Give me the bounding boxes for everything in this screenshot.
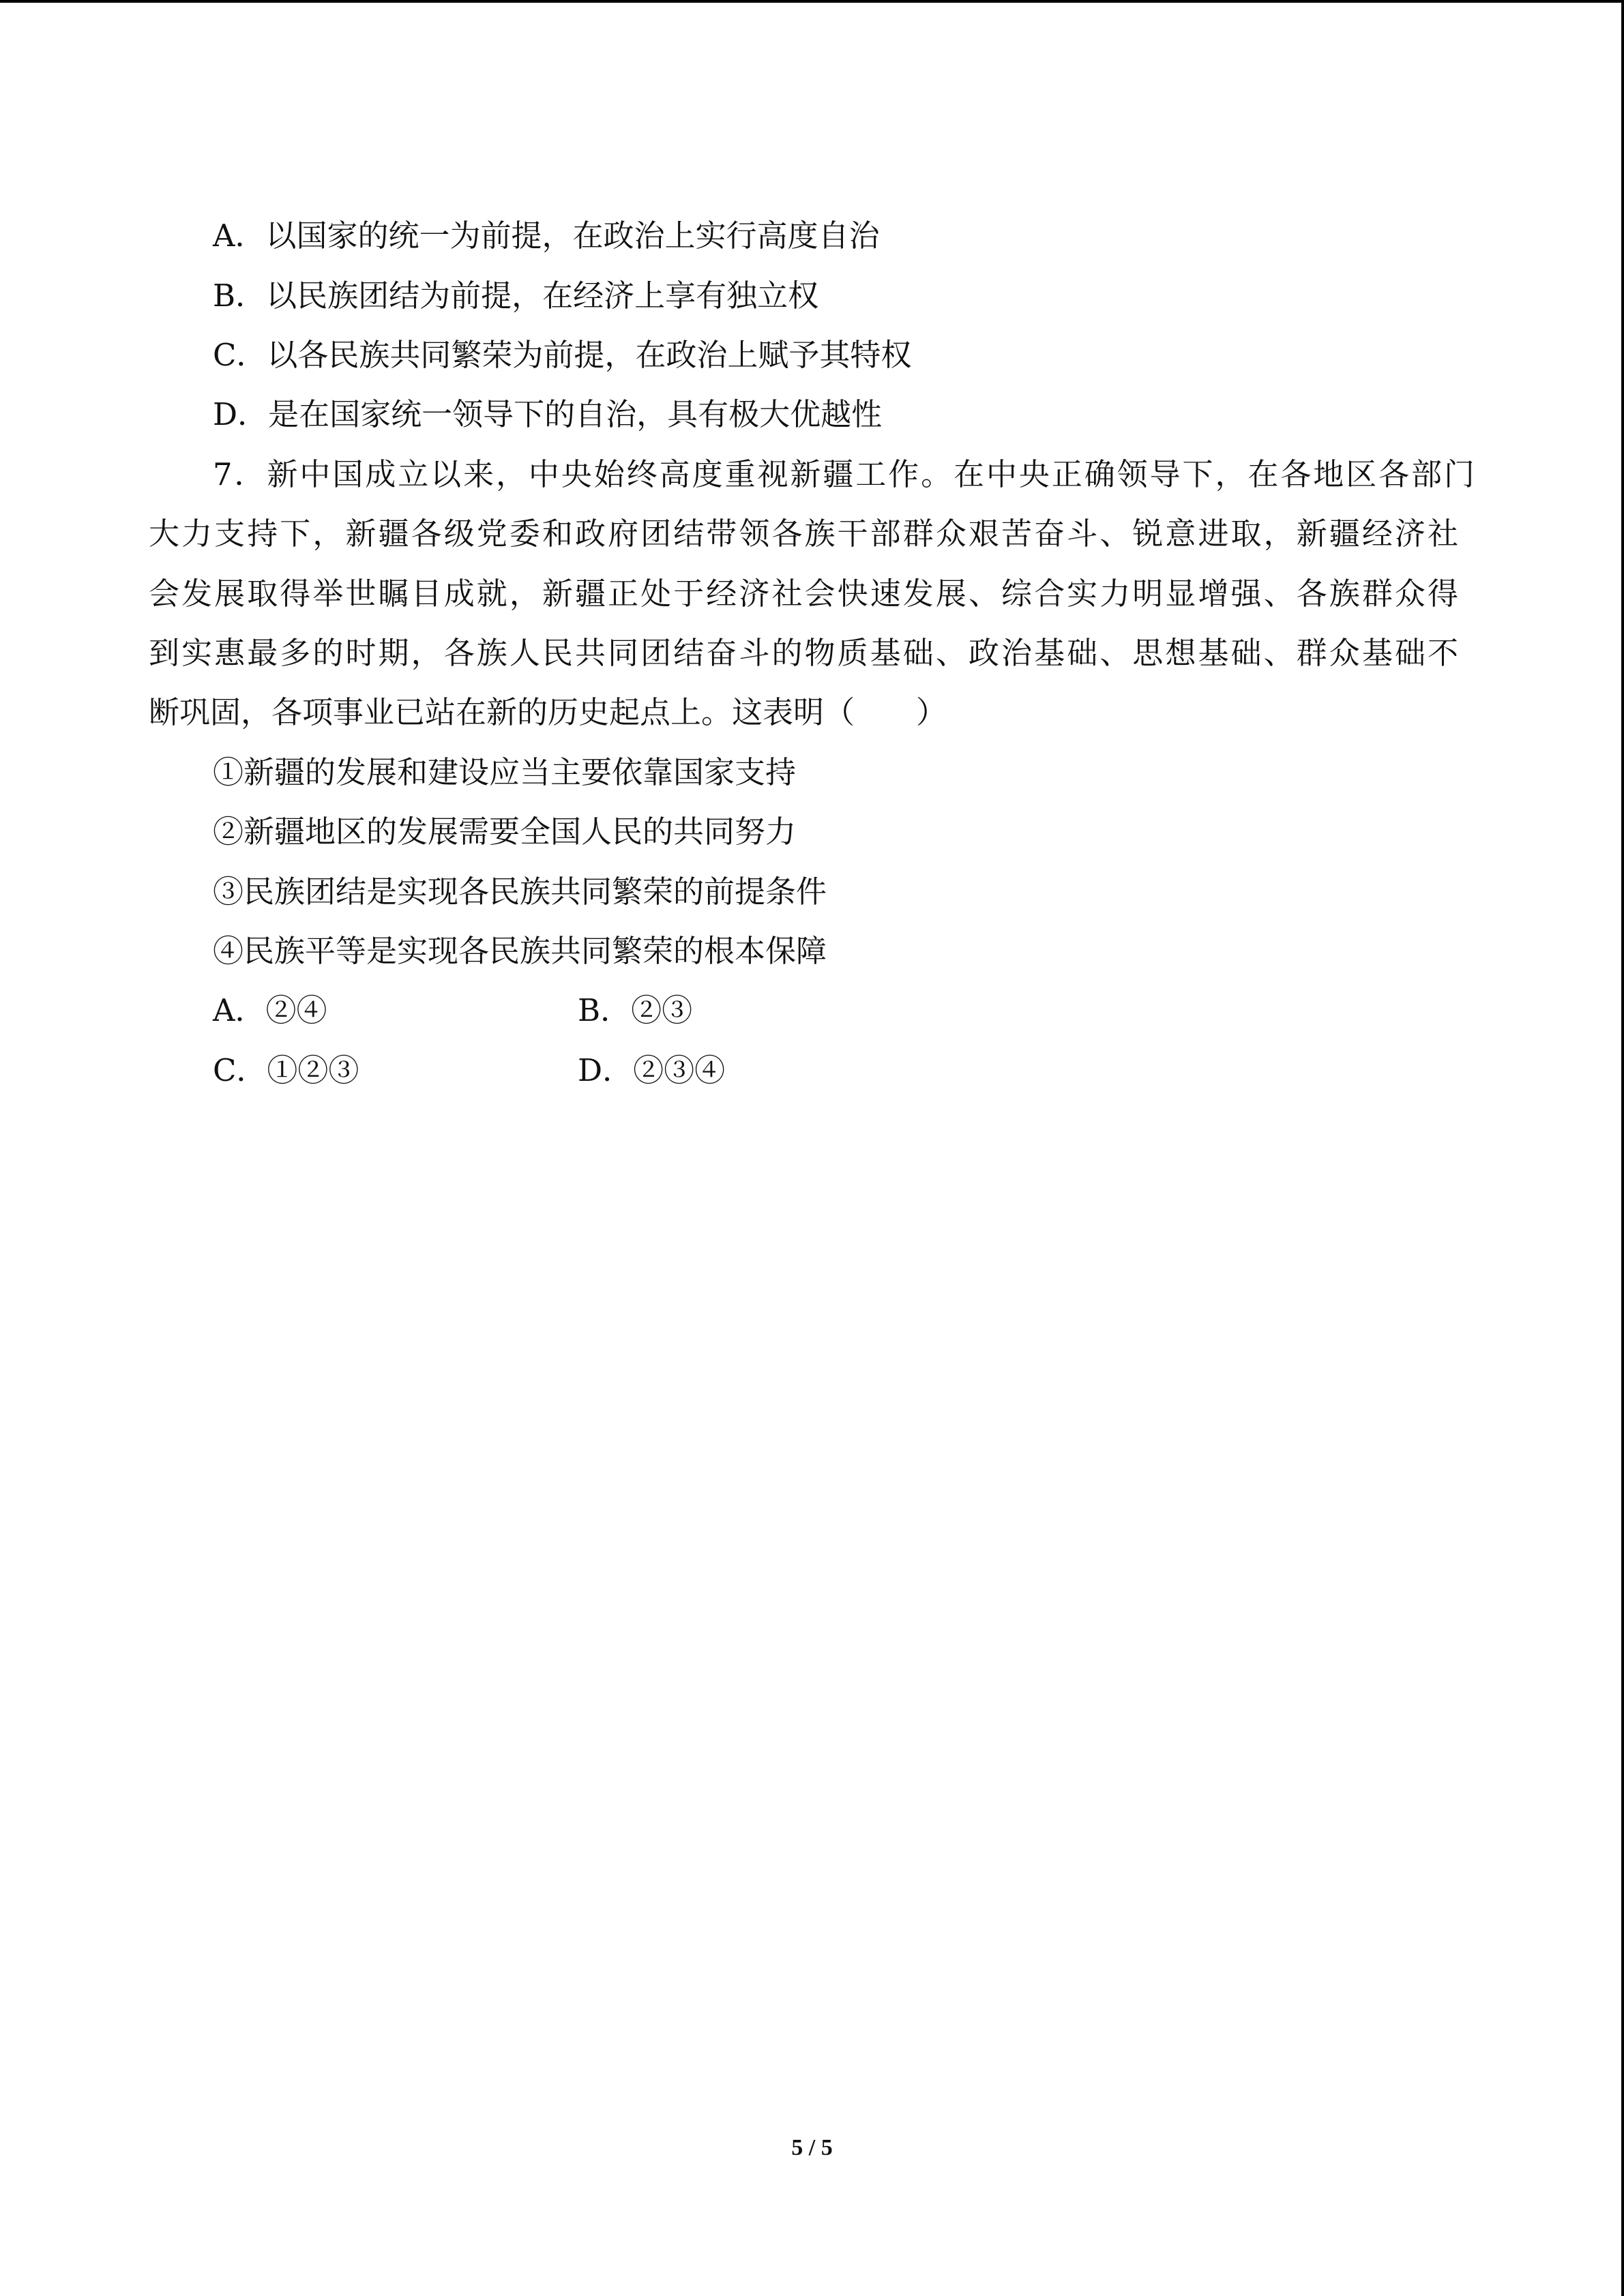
statement-2: ②新疆地区的发展需要全国人民的共同努力 [213,814,797,850]
choice-b: B．②③ [578,992,693,1028]
option-d-q6: D．是在国家统一领导下的自治，具有极大优越性 [213,396,883,432]
option-b-q6: B．以民族团结为前提，在经济上享有独立权 [213,278,819,314]
question-7-stem-line-5: 断巩固，各项事业已站在新的历史起点上。这表明（ ） [149,694,947,730]
question-7-stem-line-1: 7．新中国成立以来，中央始终高度重视新疆工作。在中央正确领导下，在各地区各部门 [213,456,1475,492]
statement-1: ①新疆的发展和建设应当主要依靠国家支持 [213,754,797,790]
statement-4: ④民族平等是实现各民族共同繁荣的根本保障 [213,933,827,969]
question-7-stem-line-4: 到实惠最多的时期，各族人民共同团结奋斗的物质基础、政治基础、思想基础、群众基础不 [149,635,1458,671]
option-a-q6: A．以国家的统一为前提，在政治上实行高度自治 [213,218,880,254]
statement-3: ③民族团结是实现各民族共同繁荣的前提条件 [213,874,827,910]
choice-d: D．②③④ [578,1052,726,1088]
top-border [0,0,1624,3]
option-c-q6: C．以各民族共同繁荣为前提，在政治上赋予其特权 [213,337,912,373]
choice-c: C．①②③ [213,1052,359,1088]
choice-a: A．②④ [213,992,327,1028]
question-7-stem-line-2: 大力支持下，新疆各级党委和政府团结带领各族干部群众艰苦奋斗、锐意进取，新疆经济社 [149,516,1458,552]
page-number: 5 / 5 [791,2135,833,2160]
question-7-stem-line-3: 会发展取得举世瞩目成就，新疆正处于经济社会快速发展、综合实力明显增强、各族群众得 [149,576,1458,612]
right-border [1621,0,1624,2296]
